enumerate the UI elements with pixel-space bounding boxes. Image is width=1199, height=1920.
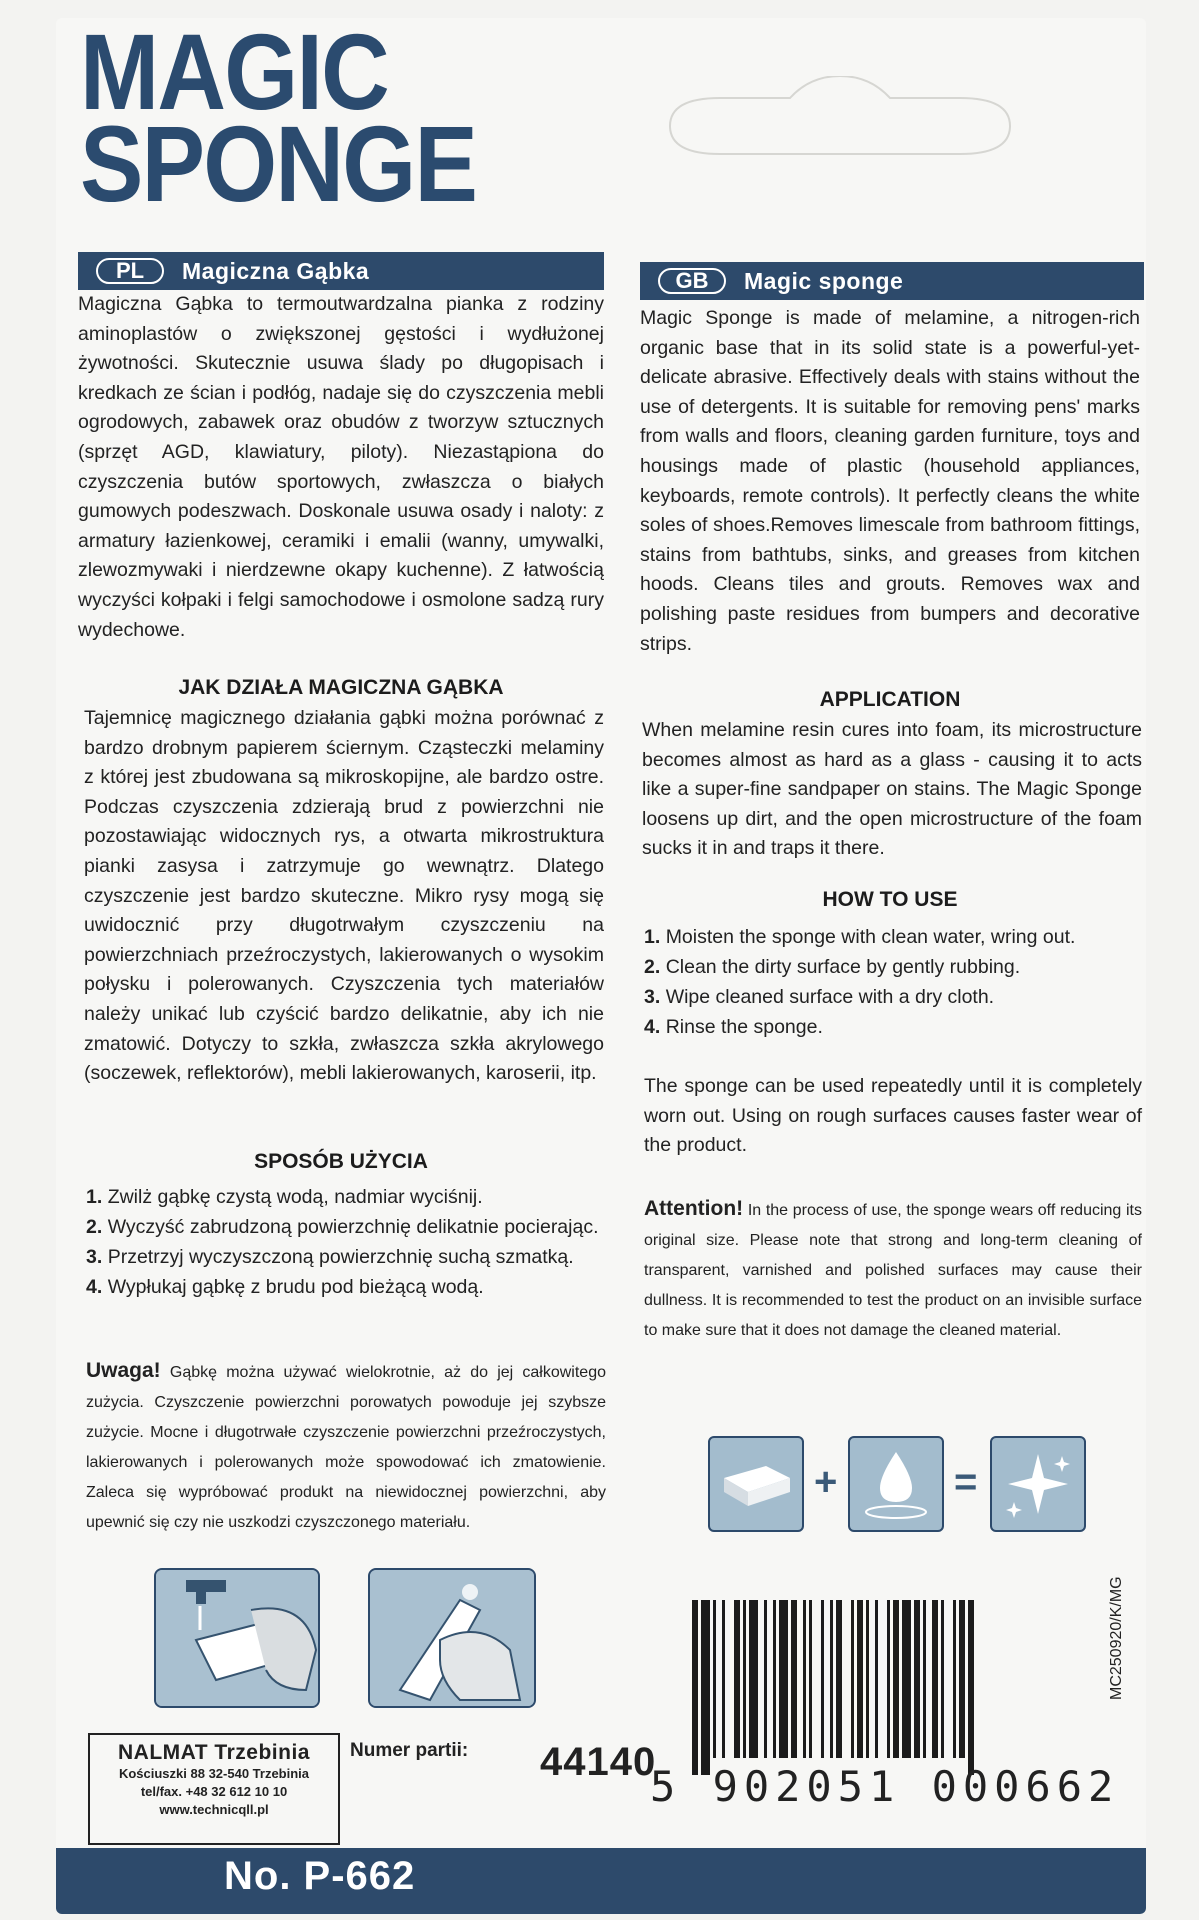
- list-item: 1. Zwilż gąbkę czystą wodą, nadmiar wyciśnij.: [86, 1186, 483, 1208]
- gb-use-heading: HOW TO USE: [822, 888, 958, 911]
- list-item: 1. Moisten the sponge with clean water, wring out.: [644, 926, 1076, 948]
- gb-repeat-text: The sponge can be used repeatedly until it is completely worn out. Using on rough surfaces causes faster wear of the product.: [644, 1075, 1142, 1157]
- hang-hole-icon: [660, 76, 1020, 176]
- list-item: 4. Wypłukaj gąbkę z brudu pod bieżącą wodą.: [86, 1276, 484, 1298]
- sponge-icon: [708, 1436, 804, 1532]
- list-item: 2. Wyczyść zabrudzoną powierzchnię delikatnie pocierając.: [86, 1216, 599, 1238]
- water-drop-icon: [848, 1436, 944, 1532]
- list-item: 3. Wipe cleaned surface with a dry cloth.: [644, 986, 995, 1008]
- pl-intro-text: Magiczna Gąbka to termoutwardzalna pianka z rodziny aminoplastów o zwiększonej gęstości i wydłużonej żywotności. Skutecznie usuwa ślady po długopisach i kredkach ze ścian i podłóg, nadaje się do czyszczenia mebli ogrodowych, zabawek oraz obudów z tworzyw sztucznych (sprzęt AGD, klawiatury, piloty). Niezastąpiona do czyszczenia butów sportowych, zwłaszcza o białych gumowych podeszwach. Doskonale usuwa osady i naloty: z armatury łazienkowej, ceramiki i emalii (wanny, umywalki, zlewozmywaki i nierdzewne okapy kuchenne). Z łatwością wyczyści kołpaki i felgi samochodowe i osmolone sadzą rury wydechowe.: [78, 293, 604, 641]
- pl-section-header: [78, 252, 604, 290]
- gb-application-heading: APPLICATION: [819, 688, 961, 711]
- batch-number: 44140: [540, 1740, 657, 1784]
- gb-steps-list: [644, 922, 1144, 1042]
- list-item: 4. Rinse the sponge.: [644, 1016, 823, 1038]
- manufacturer-address: Kościuszki 88 32-540 Trzebinia: [118, 1766, 310, 1781]
- product-title: MAGIC SPONGE: [80, 11, 477, 224]
- manufacturer-box: [88, 1733, 340, 1845]
- equals-sign: =: [954, 1460, 978, 1504]
- list-item: 3. Przetrzyj wyczyszczoną powierzchnię suchą szmatką.: [86, 1246, 574, 1268]
- product-number: No. P-662: [224, 1854, 416, 1898]
- barcode-icon: [688, 1600, 1078, 1785]
- gb-application-text: When melamine resin cures into foam, its microstructure becomes almost as hard as a glass - causing it to acts like a super-fine sandpaper on stains. The Magic Sponge loosens up dirt, and the open microstructure of the foam sucks it in and traps it there.: [642, 719, 1142, 860]
- gb-header-title: Magic sponge: [744, 267, 904, 294]
- gb-attention-text: Attention! In the process of use, the sponge wears off reducing its original size. Please note that strong and long-term cleaning of transparent, varnished and polished surfaces may cause their dullness. It is recommended to test the product on an invisible surface to make sure that it does not damage the cleaned material.: [644, 1197, 1142, 1339]
- sparkle-icon: [990, 1436, 1086, 1532]
- manufacturer-name: NALMAT Trzebinia: [118, 1741, 310, 1764]
- gb-intro-text: Magic Sponge is made of melamine, a nitrogen-rich organic base that in its solid state is a powerful-yet-delicate abrasive. Effectively deals with stains without the use of detergents. It is suitable for removing pens' marks from walls and floors, cleaning garden furniture, toys and housings made of plastic (household appliances, keyboards, remote controls). It perfectly cleans the white soles of shoes.Removes limescale from bathroom fittings, stains from bathtubs, sinks, and greases from kitchen hoods. Cleans tiles and grouts. Removes wax and polishing paste residues from bumpers and decorative strips.: [640, 307, 1140, 655]
- ean-number: 5 902051 000662: [650, 1762, 1120, 1811]
- pl-steps-list: [86, 1182, 606, 1302]
- footer-band: [56, 1848, 1146, 1914]
- manufacturer-web: www.technicqll.pl: [159, 1802, 269, 1817]
- gb-language-badge: GB: [658, 268, 726, 294]
- gb-section-header: [640, 262, 1144, 300]
- wipe-surface-icon: [368, 1568, 536, 1708]
- pl-how-heading: JAK DZIAŁA MAGICZNA GĄBKA: [178, 676, 504, 699]
- pl-use-heading: SPOSÓB UŻYCIA: [254, 1150, 428, 1173]
- pl-language-badge: PL: [96, 258, 164, 284]
- pl-attention-text: Uwaga! Gąbkę można używać wielokrotnie, aż do jej całkowitego zużycia. Czyszczenie powierzchni porowatych powoduje jej szybsze zużycie. Mocne i długotrwałe czyszczenie powierzchni przeźroczystych, lakierowanych i polerowanych może spowodować ich zmatowienie. Zaleca się wypróbować produkt na niewidocznej powierzchni, aby upewnić się czy nie uszkodzi czyszczonego materiału.: [86, 1359, 606, 1531]
- rinse-sponge-icon: [154, 1568, 320, 1708]
- batch-label: Numer partii:: [350, 1740, 469, 1761]
- pl-header-title: Magiczna Gąbka: [182, 257, 370, 284]
- side-code: MC250920/K/MG: [1108, 1576, 1125, 1700]
- plus-sign: +: [814, 1460, 838, 1504]
- manufacturer-phone: tel/fax. +48 32 612 10 10: [140, 1784, 288, 1799]
- pl-how-text: Tajemnicę magicznego działania gąbki można porównać z bardzo drobnym papierem ściernym. Cząsteczki melaminy z której jest zbudowana są mikroskopijne, ale bardzo ostre. Podczas czyszczenia zdzierają brud z powierzchni nie pozostawiając widocznych rys, a otwarta mikrostruktura pianki zasysa i zatrzymuje go wewnątrz. Dlatego czyszczenie jest bardzo skuteczne. Mikro rysy mogą się uwidocznić przy długotrwałym czyszczeniu na powierzchniach przeźroczystych, lakierowanych o wysokim połysku i polerowanych. Czyszczenia tych materiałów należy unikać lub czyścić bardzo delikatnie, aby ich nie zmatowić. Dotyczy to szkła, zwłaszcza szkła akrylowego (soczewek, reflektorów), mebli lakierowanych, karoserii, itp.: [84, 707, 604, 1085]
- list-item: 2. Clean the dirty surface by gently rubbing.: [644, 956, 1021, 978]
